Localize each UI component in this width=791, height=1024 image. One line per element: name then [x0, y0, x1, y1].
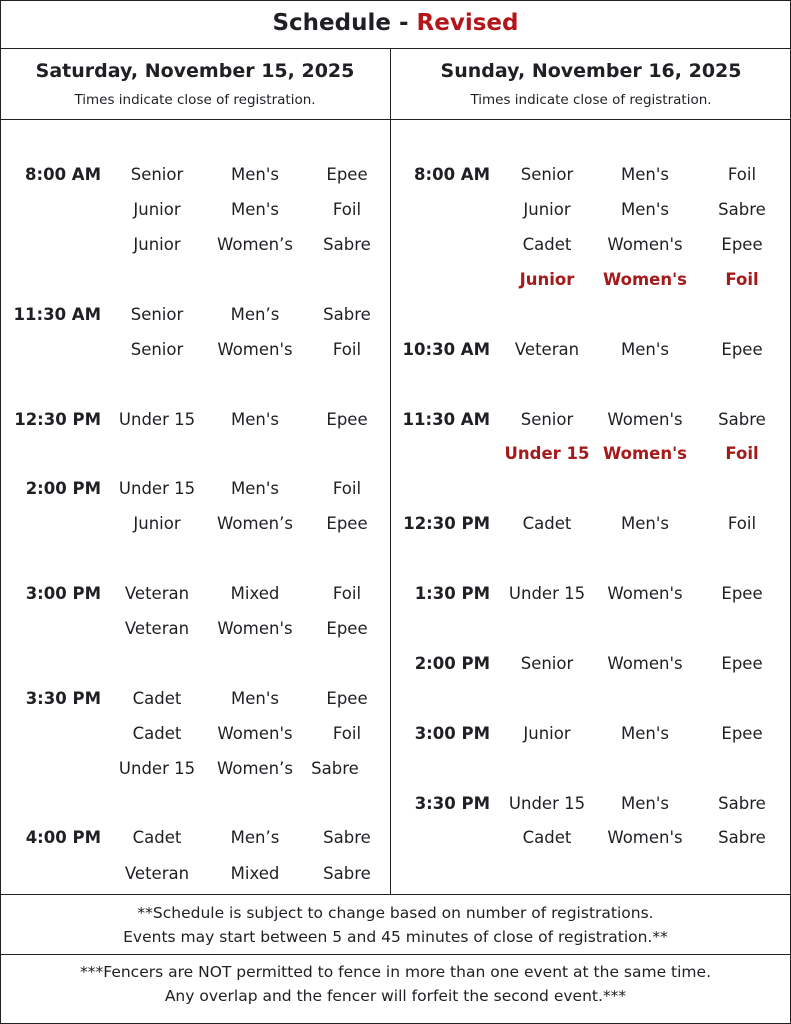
event-time: 11:30 AM	[13, 305, 101, 324]
schedule-row	[391, 721, 791, 747]
event-age: Veteran	[124, 619, 190, 638]
schedule-row	[0, 825, 390, 851]
event-age: Under 15	[118, 479, 196, 498]
event-gender: Men's	[231, 410, 279, 429]
event-weapon: Sabre	[718, 828, 766, 847]
event-age: Junior	[523, 724, 571, 743]
title-prefix: Schedule -	[272, 10, 417, 36]
schedule-row	[391, 407, 791, 433]
event-weapon: Epee	[326, 410, 368, 429]
event-age: Veteran	[124, 584, 190, 603]
event-age: Junior	[519, 270, 575, 289]
event-gender: Men's	[231, 165, 279, 184]
event-time: 8:00 AM	[414, 165, 490, 184]
event-weapon: Sabre	[311, 759, 359, 778]
schedule-row	[0, 337, 390, 363]
event-gender: Mixed	[230, 864, 280, 883]
event-weapon: Sabre	[323, 235, 371, 254]
event-gender: Women's	[217, 340, 293, 359]
schedule-row-revised	[391, 267, 791, 293]
event-weapon: Sabre	[718, 410, 766, 429]
schedule-row	[0, 861, 390, 887]
event-gender: Men's	[231, 689, 279, 708]
event-time: 3:00 PM	[25, 584, 101, 603]
event-weapon: Foil	[332, 724, 362, 743]
event-age: Senior	[520, 654, 574, 673]
note-line: Events may start between 5 and 45 minutes of close of registration.**	[123, 928, 668, 946]
footer-divider-1	[0, 894, 791, 895]
event-gender: Women's	[217, 724, 293, 743]
schedule-row	[391, 511, 791, 537]
event-weapon: Foil	[332, 584, 362, 603]
schedule-row	[0, 232, 390, 258]
event-age: Under 15	[504, 444, 590, 463]
event-weapon: Foil	[727, 514, 757, 533]
sunday-header	[391, 48, 791, 120]
event-gender: Men's	[621, 794, 669, 813]
event-gender: Men’s	[230, 828, 280, 847]
event-gender: Men's	[621, 165, 669, 184]
event-weapon: Sabre	[718, 200, 766, 219]
schedule-row	[391, 791, 791, 817]
schedule-row	[0, 511, 390, 537]
event-age: Under 15	[118, 759, 196, 778]
event-gender: Women's	[607, 654, 683, 673]
event-gender: Women's	[603, 444, 687, 463]
page-title	[0, 0, 791, 48]
event-age: Senior	[520, 410, 574, 429]
sunday-title: Sunday, November 16, 2025	[440, 60, 742, 82]
event-time: 4:00 PM	[25, 828, 101, 847]
event-time: 3:30 PM	[414, 794, 490, 813]
event-weapon: Epee	[721, 724, 763, 743]
saturday-header	[0, 48, 390, 120]
event-weapon: Epee	[326, 619, 368, 638]
event-age: Under 15	[508, 584, 586, 603]
event-gender: Men’s	[230, 305, 280, 324]
schedule-row	[0, 581, 390, 607]
event-weapon: Foil	[727, 165, 757, 184]
event-time: 12:30 PM	[403, 514, 490, 533]
overlap-warning-note	[0, 960, 791, 1008]
event-weapon: Epee	[326, 689, 368, 708]
event-weapon: Epee	[721, 340, 763, 359]
event-gender: Women's	[217, 619, 293, 638]
event-age: Under 15	[508, 794, 586, 813]
event-time: 3:30 PM	[25, 689, 101, 708]
event-gender: Mixed	[230, 584, 280, 603]
event-gender: Women's	[607, 584, 683, 603]
schedule-row	[391, 162, 791, 188]
schedule-row-revised	[391, 441, 791, 467]
event-age: Cadet	[132, 828, 182, 847]
event-gender: Women's	[603, 270, 687, 289]
event-gender: Women’s	[217, 514, 293, 533]
event-age: Junior	[133, 200, 181, 219]
event-weapon: Foil	[332, 200, 362, 219]
schedule-row	[0, 407, 390, 433]
event-gender: Women's	[607, 410, 683, 429]
event-time: 10:30 AM	[402, 340, 490, 359]
schedule-row	[0, 616, 390, 642]
schedule-row	[391, 197, 791, 223]
sunday-note: Times indicate close of registration.	[470, 92, 712, 108]
schedule-row	[0, 197, 390, 223]
event-gender: Men's	[621, 340, 669, 359]
schedule-change-note	[0, 901, 791, 949]
event-age: Cadet	[132, 689, 182, 708]
event-weapon: Foil	[725, 270, 759, 289]
event-gender: Men's	[621, 724, 669, 743]
event-age: Veteran	[514, 340, 580, 359]
schedule-row	[391, 651, 791, 677]
schedule-row	[0, 162, 390, 188]
note-line: **Schedule is subject to change based on number of registrations.	[137, 904, 654, 922]
event-age: Veteran	[124, 864, 190, 883]
schedule-row	[0, 302, 390, 328]
event-gender: Women's	[607, 828, 683, 847]
event-weapon: Epee	[721, 235, 763, 254]
event-weapon: Epee	[721, 654, 763, 673]
event-weapon: Epee	[721, 584, 763, 603]
event-time: 11:30 AM	[402, 410, 490, 429]
event-time: 8:00 AM	[25, 165, 101, 184]
event-age: Senior	[130, 165, 184, 184]
event-age: Cadet	[522, 828, 572, 847]
event-weapon: Sabre	[323, 864, 371, 883]
event-weapon: Sabre	[718, 794, 766, 813]
saturday-title: Saturday, November 15, 2025	[35, 60, 355, 82]
event-age: Junior	[523, 200, 571, 219]
event-age: Senior	[130, 305, 184, 324]
title-revised: Revised	[416, 10, 519, 36]
event-weapon: Epee	[326, 514, 368, 533]
event-age: Under 15	[118, 410, 196, 429]
schedule-row	[0, 721, 390, 747]
event-time: 1:30 PM	[414, 584, 490, 603]
schedule-row	[391, 825, 791, 851]
note-line: ***Fencers are NOT permitted to fence in more than one event at the same time.	[80, 963, 711, 981]
event-age: Cadet	[522, 235, 572, 254]
event-time: 3:00 PM	[414, 724, 490, 743]
event-weapon: Epee	[326, 165, 368, 184]
event-gender: Men's	[621, 200, 669, 219]
event-age: Junior	[133, 235, 181, 254]
footer-divider-2	[0, 954, 791, 955]
event-weapon: Foil	[332, 340, 362, 359]
event-age: Cadet	[522, 514, 572, 533]
event-age: Senior	[520, 165, 574, 184]
event-gender: Men's	[231, 479, 279, 498]
schedule-row	[0, 476, 390, 502]
schedule-row	[0, 756, 390, 782]
event-gender: Women’s	[217, 759, 293, 778]
event-time: 12:30 PM	[14, 410, 101, 429]
saturday-note: Times indicate close of registration.	[74, 92, 316, 108]
event-gender: Women’s	[217, 235, 293, 254]
event-gender: Women's	[607, 235, 683, 254]
event-age: Senior	[130, 340, 184, 359]
schedule-row	[391, 337, 791, 363]
event-gender: Men's	[231, 200, 279, 219]
note-line: Any overlap and the fencer will forfeit the second event.***	[164, 987, 627, 1005]
event-time: 2:00 PM	[414, 654, 490, 673]
event-gender: Men's	[621, 514, 669, 533]
event-time: 2:00 PM	[25, 479, 101, 498]
event-weapon: Sabre	[323, 828, 371, 847]
event-age: Cadet	[132, 724, 182, 743]
schedule-row	[391, 581, 791, 607]
schedule-row	[0, 686, 390, 712]
event-weapon: Sabre	[323, 305, 371, 324]
schedule-row	[391, 232, 791, 258]
event-age: Junior	[133, 514, 181, 533]
event-weapon: Foil	[332, 479, 362, 498]
event-weapon: Foil	[725, 444, 759, 463]
